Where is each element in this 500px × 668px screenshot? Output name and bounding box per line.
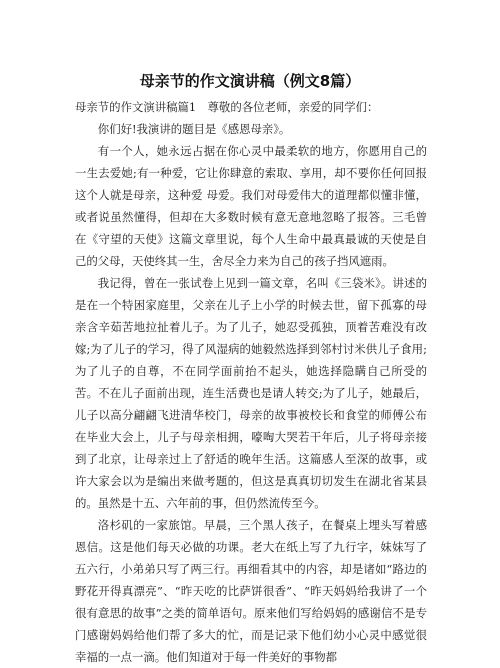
paragraph-mothers-love: 有一个人，她永远占据在你心灵中最柔软的地方，你愿用自己的一生去爱她;有一种爱，它让你肆意的索取、享用，却不要你任何回报这个人就是母亲，这种爱 母爱。我们对母爱伟大的道理都似懂非懂，或者说虽然懂得，但却在大多数时候有意无意地忽略了报答。三毛曾在《守望的天使》这篇文章里说，每个人生命中最真最诚的天使是自己的父母，天使终其一生，舍尽全力来为自己的孩子挡风遮雨。 bbox=[75, 144, 427, 268]
paragraph-greeting: 你们好!我演讲的题目是《感恩母亲》。 bbox=[97, 122, 291, 136]
paragraph-intro: 母亲节的作文演讲稿篇1 尊敬的各位老师，亲爱的同学们： bbox=[75, 100, 379, 114]
document-title: 母亲节的作文演讲稿（例文8篇） bbox=[139, 72, 361, 90]
paragraph-three-bags-of-rice: 我记得，曾在一张试卷上见到一篇文章，名叫《三袋米》。讲述的是在一个特困家庭里，父亲在儿子上小学的时候去世，留下孤寡的母亲含辛茹苦地拉扯着儿子。为了儿子，她忍受孤独，顶着苦难没有改嫁;为了儿子的学习，得了风湿病的她毅然选择到邻村讨米供儿子食用;为了儿子的自尊，不在同学面前抬不起头，她选择隐瞒自己所受的苦。不在儿子面前出现，连生活费也是请人转交;为了儿子，她最后，儿子以高分翩翩飞进清华校门，母亲的故事被校长和食堂的师傅公布在毕业大会上，儿子与母亲相拥，嚎啕大哭若干年后，儿子将母亲接到了北京，让母亲过上了舒适的晚年生活。这篇感人至深的故事，或许大家会以为是编出来做考题的，但这是真真切切发生在湖北省某县的。虽然是十五、六年前的事，但仍然流传至今。 bbox=[75, 276, 427, 510]
paragraph-los-angeles-hotel: 洛杉矶的一家旅馆。早晨，三个黑人孩子，在餐桌上埋头写着感恩信。这是他们每天必做的功课。老大在纸上写了九行字，妹妹写了五六行，小弟弟只写了两三行。再细看其中的内容，却是诸如“路边的野花开得真漂亮”、“昨天吃的比萨饼很香”、“昨天妈妈给我讲了一个很有意思的故事”之类的简单语句。原来他们写给妈妈的感谢信不是专门感谢妈妈给他们帮了多大的忙，而是记录下他们幼小心灵中感觉很幸福的一点一滴。他们知道对于每一件美好的事物都 bbox=[75, 518, 427, 664]
document-body bbox=[75, 96, 427, 668]
